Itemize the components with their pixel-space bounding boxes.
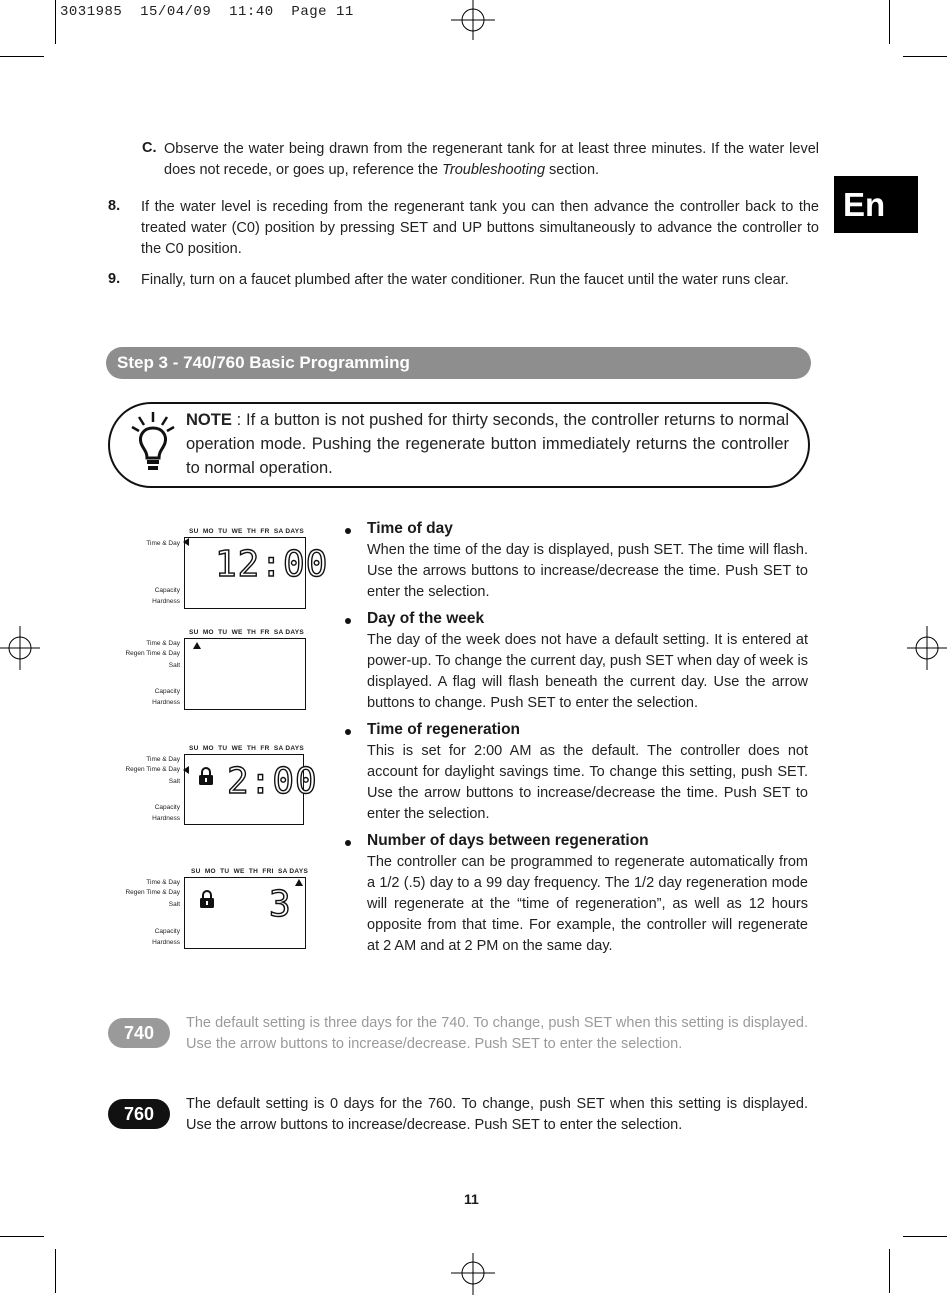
lcd-label-capacity: Capacity [154,928,180,935]
lcd-label-capacity: Capacity [154,587,180,594]
bullet-title-time-of-day: Time of day [367,520,453,537]
step-c-tail: section. [545,162,600,178]
section-title: Step 3 - 740/760 Basic Programming [106,347,811,379]
model-text-740: The default setting is three days for the 740. To change, push SET when this setting is displayed. Use the arrow buttons to increase/decrease. Push SET to enter the selection. [186,1015,808,1052]
note-text [186,408,789,480]
bullet-title-day-of-week: Day of the week [367,610,485,627]
print-slug: 3031985 15/04/09 11:40 Page 11 [60,4,354,20]
crop-mark [55,0,56,44]
crop-mark [0,1236,44,1237]
lcd-label-regen-time-day: Regen Time & Day [125,889,180,896]
crop-mark [0,56,44,57]
bullet-title-time-of-regeneration: Time of regeneration [367,721,521,738]
bullet-icon [345,840,351,846]
lcd-label-time-day: Time & Day [146,879,180,886]
lcd-label-salt: Salt [168,778,180,785]
step-9-number: 9. [108,271,121,287]
lcd-label-time-day: Time & Day [146,540,180,547]
bullet-text-days-between-regeneration: The controller can be programmed to regenerate automatically from a 1/2 (.5) day to a 99 day frequency. The 1/2 day regeneration mode will regenerate at the “time of regeneration”, as well as 12 hours opposite from that time. For example, the controller will regenerate at 2 AM and at 2 PM on the same day. [367,854,808,954]
lcd-day-labels: SU MO TU WE TH FRI SA DAYS [191,868,309,875]
step-8-text: If the water level is receding from the regenerant tank you can then advance the controller back to the treated water (C0) position by pressing SET and UP buttons simultaneously to advance the controller to the C0 position. [141,199,819,257]
bullet-title-days-between-regeneration: Number of days between regeneration [367,832,649,849]
lcd-label-regen-time-day: Regen Time & Day [125,650,180,657]
lcd-readout: 12:00 [215,544,329,585]
crop-mark [55,1249,56,1293]
lock-icon [198,766,214,786]
note-label: NOTE [186,411,232,429]
lcd-label-capacity: Capacity [154,688,180,695]
lcd-label-regen-time-day: Regen Time & Day [125,766,180,773]
lcd-display-days-between-regeneration [184,877,306,949]
lcd-readout: 3 [269,884,292,925]
step-9-text: Finally, turn on a faucet plumbed after the water conditioner. Run the faucet until the water runs clear. [141,272,789,288]
lcd-display-day-of-week [184,638,306,710]
lcd-label-salt: Salt [168,662,180,669]
bullet-text-day-of-week: The day of the week does not have a default setting. It is entered at power-up. To change the current day, push SET when day of week is displayed. A flag will flash beneath the current day. Use the arrow buttons to change. Push SET to enter the selection. [367,632,808,711]
note-body: : If a button is not pushed for thirty seconds, the controller returns to normal operation mode. Pushing the regenerate button immediately returns the controller to normal operation. [186,411,789,477]
step-c-body: Observe the water being drawn from the regenerant tank for at least three minutes. If the water level does not recede, or goes up, reference the [164,141,819,178]
step-c-link-troubleshooting: Troubleshooting [442,162,546,178]
language-tab: En [834,176,918,233]
model-badge-760: 760 [108,1099,170,1129]
lcd-label-hardness: Hardness [152,598,180,605]
lock-icon [199,889,215,909]
lcd-pointer-icon [183,766,189,774]
flag-icon [193,642,201,649]
step-c-text [164,139,819,181]
lcd-indicator-icon [295,879,303,886]
bullet-text-time-of-regeneration: This is set for 2:00 AM as the default. The controller does not account for daylight savings time. To change this setting, push SET. Use the arrow buttons to increase/decrease the time. Push SET to enter the selection. [367,743,808,822]
crop-mark [889,0,890,44]
registration-mark-icon [0,626,44,670]
bullet-text-time-of-day: When the time of the day is displayed, push SET. The time will flash. Use the arrows buttons to increase/decrease the time. Push SET to enter the selection. [367,542,808,600]
page-number: 11 [464,1191,479,1207]
model-text-760: The default setting is 0 days for the 760. To change, push SET when this setting is displayed. Use the arrow buttons to increase/decrease. Push SET to enter the selection. [186,1096,808,1133]
registration-mark-icon [903,626,947,670]
lcd-display-time-of-day [184,537,329,609]
crop-mark [889,1249,890,1293]
lcd-day-labels: SU MO TU WE TH FR SA DAYS [189,629,304,636]
lcd-label-hardness: Hardness [152,699,180,706]
step-c-label: C. [142,140,157,156]
lcd-label-hardness: Hardness [152,939,180,946]
step-8-number: 8. [108,198,121,214]
lcd-day-labels: SU MO TU WE TH FR SA DAYS [189,528,304,535]
registration-mark-icon [451,1251,495,1295]
registration-mark-icon [451,0,495,44]
lcd-label-time-day: Time & Day [146,640,180,647]
crop-mark [903,56,947,57]
lcd-display-time-of-regeneration [184,754,318,825]
bullet-icon [345,618,351,624]
lcd-readout: 2:00 [227,761,318,802]
lcd-day-labels: SU MO TU WE TH FR SA DAYS [189,745,304,752]
lcd-label-hardness: Hardness [152,815,180,822]
lcd-label-capacity: Capacity [154,804,180,811]
lcd-pointer-icon [183,538,189,546]
lcd-label-salt: Salt [168,901,180,908]
lcd-label-time-day: Time & Day [146,756,180,763]
lightbulb-icon [130,410,176,472]
model-badge-740: 740 [108,1018,170,1048]
bullet-icon [345,729,351,735]
bullet-icon [345,528,351,534]
crop-mark [903,1236,947,1237]
